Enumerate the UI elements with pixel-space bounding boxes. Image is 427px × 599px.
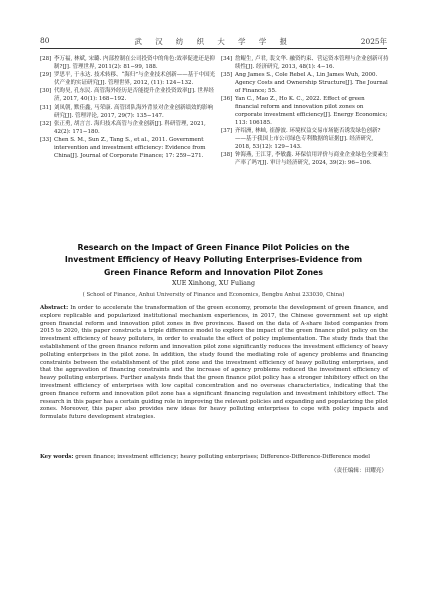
reference-item	[221, 128, 389, 152]
reference-text: 钟海燕, 王江芽, 李敏鑫. 环保信用评价与商业企业绿色全要素生产率了吗?[J]. 审计与经济研究, 2024, 39(2): 96−106.	[235, 152, 389, 167]
header-rule	[40, 48, 387, 49]
reference-text: 张正勇, 胡言言. 海归技术高管与企业创新[J]. 科研管理, 2021, 42(2): 171−180.	[54, 120, 206, 135]
reference-list-right	[221, 56, 389, 169]
reference-list-left	[40, 56, 218, 161]
responsible-editor: （责任编辑：田耀亮）	[331, 468, 387, 474]
reference-text: 詹鲲生, 卢君, 裴文华. 融资约束、营运资本管理与企业创新可持续性[J]. 经济研究, 2013, 48(1): 4−16.	[235, 56, 389, 70]
reference-text: Yan C., Mao Z., Ho K. C., 2022. Effect of green financial reform and innovation pilot zones on corporate investment efficiency[J]. Energy Economics; 113: 106185.	[235, 96, 388, 127]
reference-item	[221, 72, 389, 96]
page-header	[40, 36, 387, 48]
abstract	[40, 305, 388, 422]
reference-item	[40, 105, 218, 121]
reference-number: [37]	[221, 128, 233, 135]
reference-item	[40, 88, 218, 104]
journal-name: 武 汉 纺 织 大 学 学 报	[134, 37, 293, 46]
reference-item	[221, 96, 389, 128]
reference-number: [30]	[40, 88, 52, 95]
keywords	[40, 454, 388, 462]
keywords-text: green finance; investment efficiency; heavy polluting enterprises; Difference-Difference-Difference model	[75, 454, 371, 460]
article-affiliation: ( School of Finance, Anhui University of Finance and Economics, Bengbu Anhui 233030, China)	[82, 292, 345, 298]
reference-number: [36]	[221, 96, 233, 103]
reference-number: [32]	[40, 120, 52, 127]
abstract-label: Abstract:	[40, 305, 69, 311]
reference-text: 代昀昊, 孔东民. 高管海外经历是否能提升企业投资效率[J]. 世界经济, 2017, 40(1): 168−192.	[54, 88, 214, 103]
article-authors: XUE Xinhong, XU Fuliang	[172, 280, 255, 287]
reference-text: Ang James S., Cole Rebel A., Lin James Wuh, 2000. Agency Costs and Ownership Structure[J]. The Journal of Finance; 55.	[235, 72, 388, 95]
reference-number: [29]	[40, 72, 52, 79]
reference-text: 齐绍洲, 林屾, 崔静波. 环境权益交易市场能否诱发绿色创新?——基于我国上市公司绿色专利数据的证据[J]. 经济研究, 2018, 53(12): 129−143.	[235, 128, 381, 151]
reference-item	[40, 137, 218, 161]
reference-item	[221, 152, 389, 168]
reference-item	[40, 56, 218, 72]
reference-number: [34]	[221, 56, 233, 62]
reference-text: 李万福, 林斌, 宋璐. 内部控制在公司投资中的角色:效率促进还是抑制?[J]. 管理世界, 2011(2): 81−99, 188.	[54, 56, 215, 70]
reference-item	[40, 72, 218, 88]
reference-number: [38]	[221, 152, 233, 159]
reference-text: Chen S. M., Sun Z., Tang S., et al., 2011. Government intervention and investment efficiency: Evidence from China[J]. Journal of Corporate Finance; 17: 259−271.	[54, 137, 206, 159]
keywords-label: Key words:	[40, 454, 74, 460]
reference-number: [28]	[40, 56, 52, 62]
reference-item	[221, 56, 389, 72]
reference-number: [33]	[40, 137, 52, 144]
reference-text: 刘凤朝, 默佳鑫, 马荣康. 高管团队海外背景对企业创新绩效的影响研究[J]. 管理评论, 2017, 29(7): 135−147.	[54, 104, 213, 119]
reference-item	[40, 121, 218, 137]
reference-text: 罗思平, 于永达. 技术转移、“海归”与企业技术创新——基于中国光伏产业的实证研究[J]. 管理世界, 2012, (11): 124−132.	[54, 72, 216, 87]
reference-number: [35]	[221, 72, 233, 79]
reference-number: [31]	[40, 104, 52, 111]
article-title: Research on the Impact of Green Finance Pilot Policies on the Investment Efficiency of Heavy Polluting Enterprises-Evidence from Green Finance Reform and Innovation Pilot Zones	[64, 243, 363, 277]
page-number: 80	[40, 36, 50, 45]
journal-year: 2025年	[360, 37, 387, 46]
abstract-text: In order to accelerate the transformation of the green economy, promote the development of green finance, and explore replicable and popularized institutional mechanism experiences, in 2017, the Chinese government set up eight green financial reform and innovation pilot zones in five provinces. Based on the data of A-share listed companies from 2015 to 2020, this paper constructs a triple difference model to explore the impact of the green finance pilot policy on the investment efficiency of heavy polluters, in order to evaluate the effect of policy implementation. The study finds that the establishment of the green finance reform and innovation pilot zone significantly reduces the investment efficiency of heavy polluting enterprises in the pilot zone. In addition, the study found the mediating role of agency problems and financing constraints between the establishment of the pilot zone and the investment efficiency of heavy polluting enterprises, and that the aggravation of financing constraints and the increase of agency problems reduced the investment efficiency of heavy polluting enterprises. Further analysis finds that the green finance pilot policy has a stronger inhibitory effect on the investment efficiency of enterprises with low capital concentration and no overseas characteristics, indicating that the green finance reform and innovation pilot zone has a significant financing regulation and investment inhibitory effect. The research in this paper has a certain guiding role in improving the relevant policies and expanding and popularizing the pilot zones. Moreover, this paper also provides new ideas for heavy polluting enterprises to cope with policy impacts and formulate future development strategies.	[40, 305, 389, 421]
